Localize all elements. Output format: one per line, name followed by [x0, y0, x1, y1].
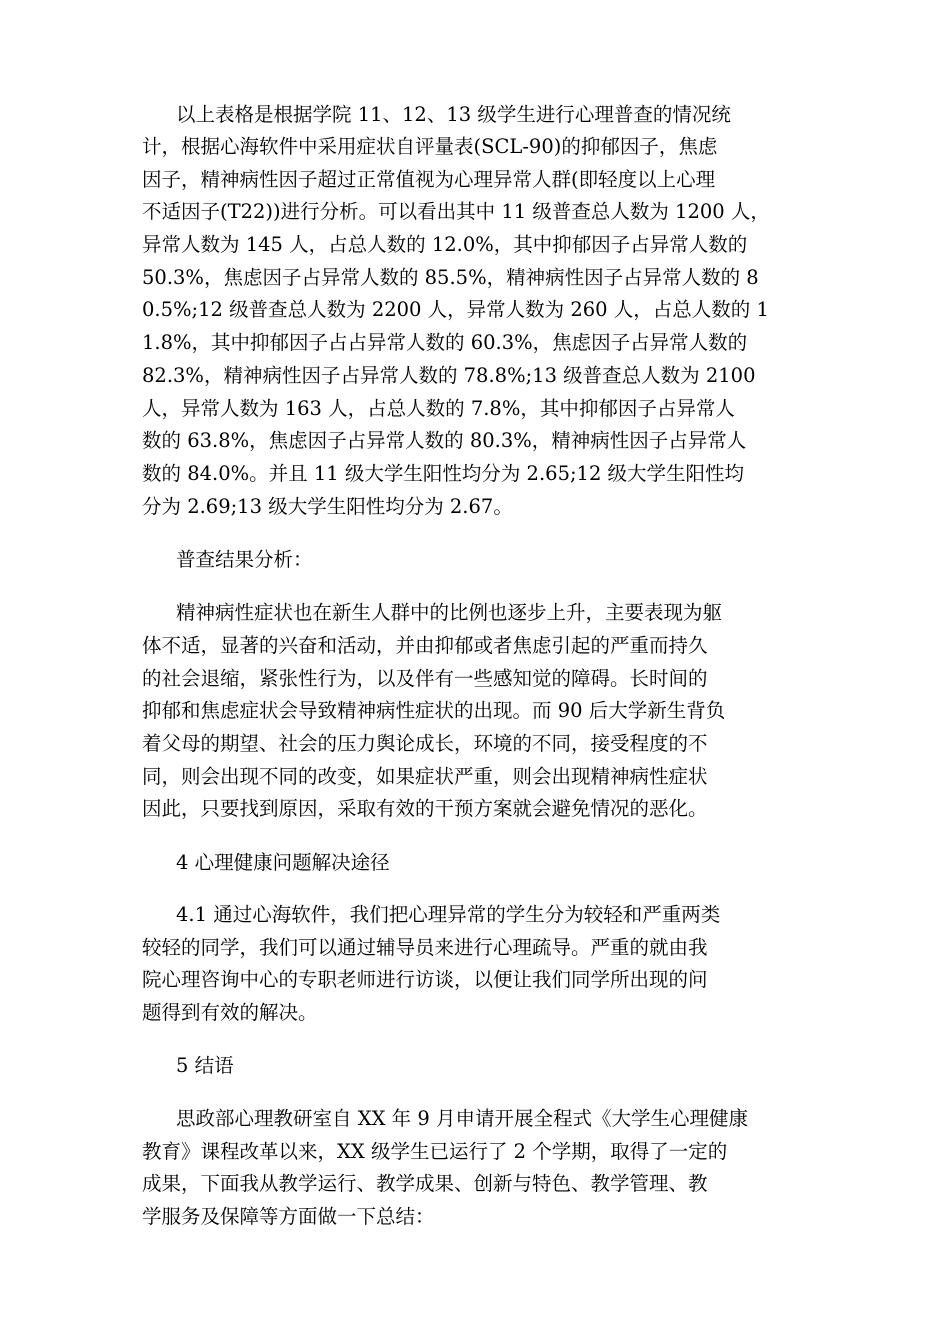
text-line: 的社会退缩，紧张性行为，以及伴有一些感知觉的障碍。长时间的: [142, 667, 708, 690]
text-line: 0.5%;12 级普查总人数为 2200 人，异常人数为 260 人，占总人数的 1: [142, 298, 769, 321]
text-line: 着父母的期望、社会的压力舆论成长，环境的不同，接受程度的不: [142, 732, 708, 755]
text-line: 因子，精神病性因子超过正常值视为心理异常人群(即轻度以上心理: [142, 168, 716, 191]
text-line: 人，异常人数为 163 人，占总人数的 7.8%，其中抑郁因子占异常人: [142, 397, 735, 420]
text-line: 院心理咨询中心的专职老师进行访谈，以便让我们同学所出现的问: [142, 968, 708, 991]
text-line: 50.3%，焦虑因子占异常人数的 85.5%，精神病性因子占异常人数的 8: [142, 266, 759, 289]
text-line: 题得到有效的解决。: [142, 1001, 318, 1024]
section-heading: 5 结语: [176, 1054, 234, 1077]
text-line: 分为 2.69;13 级大学生阳性均分为 2.67。: [142, 495, 513, 518]
text-line: 不适因子(T22))进行分析。可以看出其中 11 级普查总人数为 1200 人，: [142, 200, 770, 223]
text-line: 异常人数为 145 人，占总人数的 12.0%，其中抑郁因子占异常人数的: [142, 233, 748, 256]
text-line: 抑郁和焦虑症状会导致精神病性症状的出现。而 90 后大学新生背负: [142, 699, 726, 722]
section-heading: 4 心理健康问题解决途径: [176, 851, 390, 874]
text-line: 同，则会出现不同的改变，如果症状严重，则会出现精神病性症状: [142, 765, 708, 788]
text-line: 数的 63.8%，焦虑因子占异常人数的 80.3%，精神病性因子占异常人: [142, 429, 747, 452]
text-line: 以上表格是根据学院 11、12、13 级学生进行心理普查的情况统: [176, 103, 731, 126]
text-line: 体不适，显著的兴奋和活动，并由抑郁或者焦虑引起的严重而持久: [142, 634, 708, 657]
text-line: 较轻的同学，我们可以通过辅导员来进行心理疏导。严重的就由我: [142, 936, 708, 959]
section-heading: 普查结果分析：: [176, 548, 313, 571]
text-line: 成果，下面我从教学运行、教学成果、创新与特色、教学管理、教: [142, 1172, 708, 1195]
text-line: 4.1 通过心海软件，我们把心理异常的学生分为较轻和严重两类: [176, 903, 721, 926]
text-line: 教育》课程改革以来，XX 级学生已运行了 2 个学期，取得了一定的: [142, 1140, 728, 1163]
text-line: 82.3%，精神病性因子占异常人数的 78.8%;13 级普查总人数为 2100: [142, 364, 756, 387]
text-line: 学服务及保障等方面做一下总结：: [142, 1205, 435, 1228]
text-line: 思政部心理教研室自 XX 年 9 月申请开展全程式《大学生心理健康: [176, 1107, 748, 1130]
text-line: 因此，只要找到原因，采取有效的干预方案就会避免情况的恶化。: [142, 797, 708, 820]
text-line: 精神病性症状也在新生人群中的比例也逐步上升，主要表现为躯: [176, 601, 723, 624]
text-line: 数的 84.0%。并且 11 级大学生阳性均分为 2.65;12 级大学生阳性均: [142, 462, 745, 485]
text-line: 1.8%，其中抑郁因子占占异常人数的 60.3%，焦虑因子占异常人数的: [142, 331, 748, 354]
text-line: 计，根据心海软件中采用症状自评量表(SCL-90)的抑郁因子，焦虑: [142, 135, 718, 158]
